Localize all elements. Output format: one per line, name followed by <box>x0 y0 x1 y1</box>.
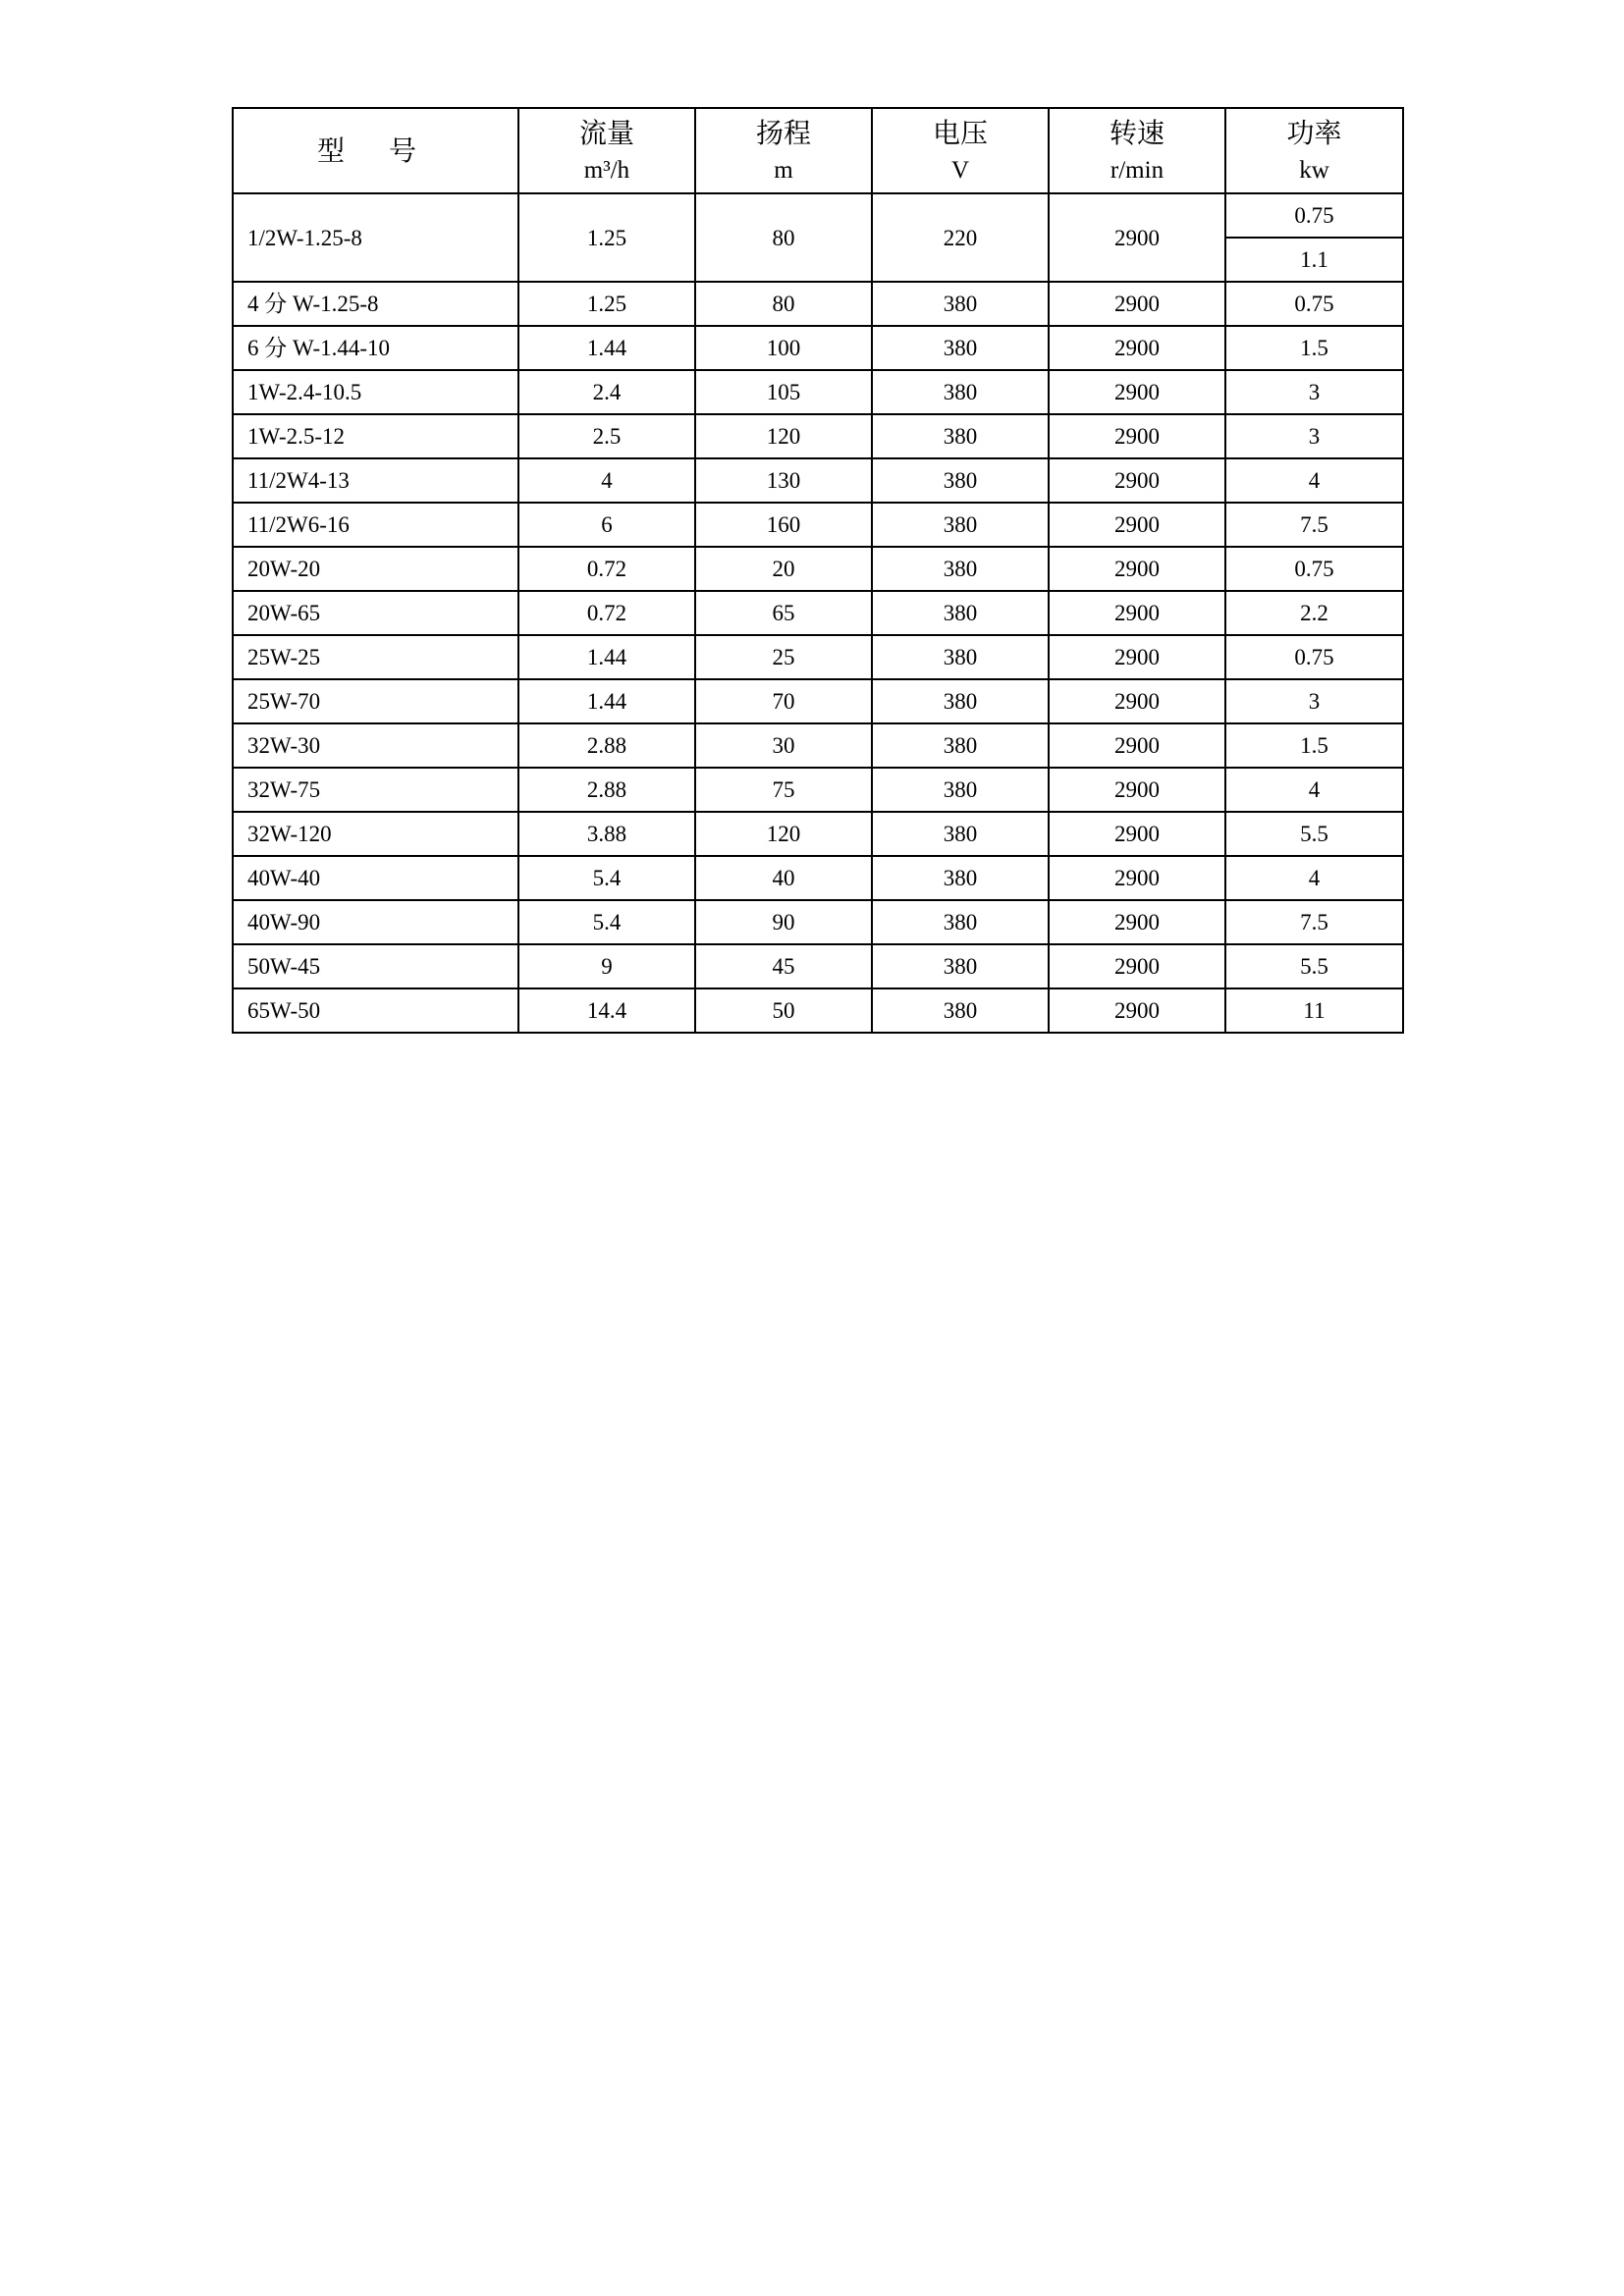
header-speed <box>1049 108 1225 193</box>
cell-speed: 2900 <box>1049 856 1225 900</box>
table-row <box>233 503 1403 547</box>
cell-flow: 4 <box>518 458 695 503</box>
cell-power: 11 <box>1225 988 1403 1033</box>
header-power-unit: kw <box>1299 157 1329 185</box>
cell-power: 0.75 <box>1225 282 1403 326</box>
table-row <box>233 282 1403 326</box>
cell-voltage: 380 <box>872 723 1049 768</box>
cell-voltage: 380 <box>872 282 1049 326</box>
table-row <box>233 900 1403 944</box>
cell-voltage: 380 <box>872 370 1049 414</box>
cell-speed: 2900 <box>1049 547 1225 591</box>
cell-head: 30 <box>695 723 872 768</box>
cell-model: 1W-2.4-10.5 <box>233 370 518 414</box>
cell-model: 40W-90 <box>233 900 518 944</box>
cell-power: 1.5 <box>1225 723 1403 768</box>
cell-flow: 1.25 <box>518 193 695 282</box>
table-row <box>233 944 1403 988</box>
cell-power: 1.5 <box>1225 326 1403 370</box>
cell-model: 6 分 W-1.44-10 <box>233 326 518 370</box>
cell-head: 130 <box>695 458 872 503</box>
cell-model: 11/2W4-13 <box>233 458 518 503</box>
cell-head: 45 <box>695 944 872 988</box>
cell-speed: 2900 <box>1049 326 1225 370</box>
cell-speed: 2900 <box>1049 503 1225 547</box>
cell-head: 105 <box>695 370 872 414</box>
table-row <box>233 326 1403 370</box>
cell-speed: 2900 <box>1049 900 1225 944</box>
cell-power: 5.5 <box>1225 944 1403 988</box>
cell-model: 32W-75 <box>233 768 518 812</box>
cell-voltage: 380 <box>872 988 1049 1033</box>
cell-head: 90 <box>695 900 872 944</box>
table-row <box>233 679 1403 723</box>
header-model <box>233 108 518 193</box>
cell-voltage: 380 <box>872 635 1049 679</box>
cell-speed: 2900 <box>1049 812 1225 856</box>
cell-voltage: 380 <box>872 591 1049 635</box>
cell-flow: 2.88 <box>518 723 695 768</box>
cell-head: 100 <box>695 326 872 370</box>
cell-speed: 2900 <box>1049 458 1225 503</box>
table-row <box>233 547 1403 591</box>
table-header <box>233 108 1403 193</box>
cell-model: 1/2W-1.25-8 <box>233 193 518 282</box>
cell-model: 11/2W6-16 <box>233 503 518 547</box>
cell-head: 120 <box>695 812 872 856</box>
cell-voltage: 380 <box>872 326 1049 370</box>
cell-power: 0.75 <box>1225 547 1403 591</box>
cell-flow: 5.4 <box>518 900 695 944</box>
cell-head: 75 <box>695 768 872 812</box>
cell-flow: 1.44 <box>518 635 695 679</box>
cell-voltage: 380 <box>872 812 1049 856</box>
cell-power: 3 <box>1225 679 1403 723</box>
cell-flow: 1.25 <box>518 282 695 326</box>
cell-speed: 2900 <box>1049 591 1225 635</box>
cell-head: 80 <box>695 282 872 326</box>
header-flow-label: 流量 <box>578 116 634 149</box>
cell-model: 40W-40 <box>233 856 518 900</box>
cell-power: 4 <box>1225 458 1403 503</box>
cell-voltage: 380 <box>872 900 1049 944</box>
header-voltage-label: 电压 <box>932 116 988 149</box>
cell-voltage: 380 <box>872 768 1049 812</box>
header-speed-label: 转速 <box>1109 116 1164 149</box>
cell-head: 160 <box>695 503 872 547</box>
cell-speed: 2900 <box>1049 768 1225 812</box>
table-row <box>233 988 1403 1033</box>
cell-speed: 2900 <box>1049 988 1225 1033</box>
cell-head: 20 <box>695 547 872 591</box>
pump-spec-table <box>232 107 1404 1034</box>
table-row <box>233 193 1403 238</box>
header-head-unit: m <box>774 157 793 185</box>
cell-head: 65 <box>695 591 872 635</box>
cell-speed: 2900 <box>1049 370 1225 414</box>
cell-speed: 2900 <box>1049 679 1225 723</box>
header-voltage <box>872 108 1049 193</box>
cell-model: 1W-2.5-12 <box>233 414 518 458</box>
cell-model: 20W-20 <box>233 547 518 591</box>
header-row <box>233 108 1403 193</box>
table-body <box>233 193 1403 1033</box>
header-head <box>695 108 872 193</box>
cell-model: 4 分 W-1.25-8 <box>233 282 518 326</box>
cell-model: 25W-25 <box>233 635 518 679</box>
cell-voltage: 380 <box>872 547 1049 591</box>
cell-flow: 5.4 <box>518 856 695 900</box>
cell-model: 32W-30 <box>233 723 518 768</box>
cell-power: 0.75 <box>1225 635 1403 679</box>
cell-flow: 14.4 <box>518 988 695 1033</box>
cell-power: 5.5 <box>1225 812 1403 856</box>
table-row <box>233 370 1403 414</box>
table-row <box>233 458 1403 503</box>
cell-power: 7.5 <box>1225 503 1403 547</box>
header-speed-unit: r/min <box>1110 157 1164 185</box>
cell-voltage: 380 <box>872 944 1049 988</box>
cell-power: 4 <box>1225 768 1403 812</box>
cell-flow: 3.88 <box>518 812 695 856</box>
table-row <box>233 812 1403 856</box>
cell-speed: 2900 <box>1049 635 1225 679</box>
table-row <box>233 768 1403 812</box>
cell-voltage: 380 <box>872 856 1049 900</box>
cell-voltage: 380 <box>872 414 1049 458</box>
cell-head: 80 <box>695 193 872 282</box>
cell-voltage: 380 <box>872 503 1049 547</box>
header-model-label: 型 号 <box>317 133 434 167</box>
cell-power: 1.1 <box>1225 238 1403 282</box>
cell-flow: 1.44 <box>518 326 695 370</box>
cell-power: 4 <box>1225 856 1403 900</box>
table-row <box>233 591 1403 635</box>
cell-power: 3 <box>1225 370 1403 414</box>
cell-flow: 2.4 <box>518 370 695 414</box>
header-voltage-unit: V <box>950 157 970 185</box>
cell-flow: 6 <box>518 503 695 547</box>
table-row <box>233 723 1403 768</box>
cell-head: 25 <box>695 635 872 679</box>
cell-flow: 2.88 <box>518 768 695 812</box>
header-flow-unit: m³/h <box>583 157 630 185</box>
cell-flow: 2.5 <box>518 414 695 458</box>
cell-flow: 9 <box>518 944 695 988</box>
table-row <box>233 856 1403 900</box>
cell-voltage: 220 <box>872 193 1049 282</box>
cell-speed: 2900 <box>1049 944 1225 988</box>
cell-model: 25W-70 <box>233 679 518 723</box>
cell-speed: 2900 <box>1049 723 1225 768</box>
cell-head: 120 <box>695 414 872 458</box>
table-row <box>233 414 1403 458</box>
cell-power: 7.5 <box>1225 900 1403 944</box>
cell-power: 2.2 <box>1225 591 1403 635</box>
header-power <box>1225 108 1403 193</box>
table-row <box>233 635 1403 679</box>
header-head-label: 扬程 <box>755 116 811 149</box>
cell-voltage: 380 <box>872 679 1049 723</box>
header-power-label: 功率 <box>1286 116 1342 149</box>
cell-speed: 2900 <box>1049 193 1225 282</box>
cell-speed: 2900 <box>1049 282 1225 326</box>
cell-model: 50W-45 <box>233 944 518 988</box>
cell-speed: 2900 <box>1049 414 1225 458</box>
cell-head: 40 <box>695 856 872 900</box>
cell-power: 3 <box>1225 414 1403 458</box>
cell-flow: 0.72 <box>518 547 695 591</box>
header-flow <box>518 108 695 193</box>
cell-flow: 1.44 <box>518 679 695 723</box>
cell-flow: 0.72 <box>518 591 695 635</box>
cell-head: 50 <box>695 988 872 1033</box>
cell-head: 70 <box>695 679 872 723</box>
cell-model: 65W-50 <box>233 988 518 1033</box>
cell-voltage: 380 <box>872 458 1049 503</box>
cell-power: 0.75 <box>1225 193 1403 238</box>
cell-model: 20W-65 <box>233 591 518 635</box>
cell-model: 32W-120 <box>233 812 518 856</box>
